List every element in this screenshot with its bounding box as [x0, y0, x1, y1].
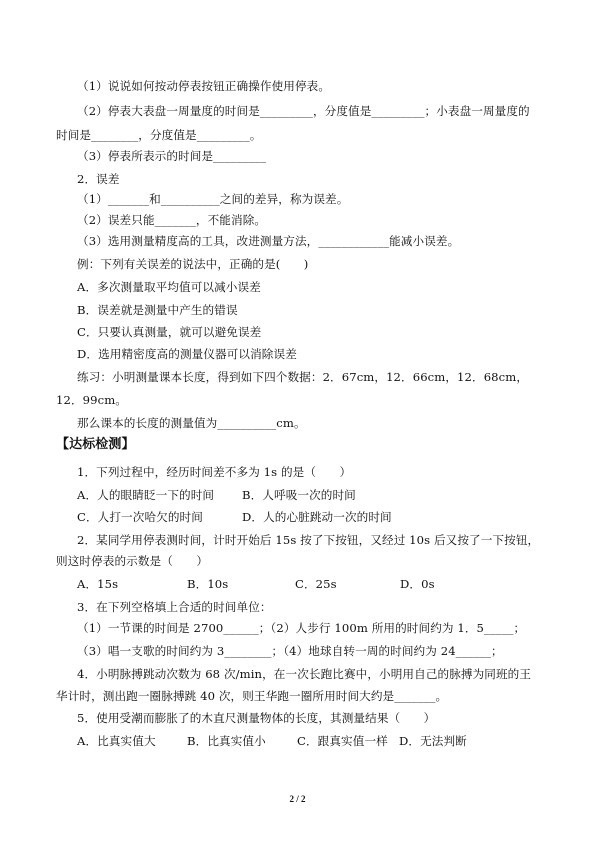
test-question-5: 5．使用受潮而膨胀了的木直尺测量物体的长度，其测量结果（ ） — [77, 711, 436, 725]
section-title: 【达标检测】 — [56, 437, 135, 452]
test-question-1: 1．下列过程中，经历时间差不多为 1s 的是（ ） — [77, 465, 352, 479]
page-number: 2 / 2 — [289, 794, 306, 804]
test-question-5-option-c: C．跟真实值一样 — [297, 734, 388, 748]
test-question-2-option-c: C．25s — [295, 577, 337, 591]
test-question-5-option-d: D．无法判断 — [399, 734, 467, 748]
error-section-title: 2．误差 — [77, 172, 120, 186]
stopwatch-question-2-line-2: 时间是________，分度值是_________。 — [56, 128, 262, 142]
practice-line-1: 练习：小明测量课本长度，得到如下四个数据：2．67cm，12．66cm，12．68cm， — [77, 370, 529, 384]
test-question-2-option-d: D．0s — [400, 577, 435, 591]
test-question-2-options — [77, 576, 435, 592]
test-question-1-option-c: C．人打一次哈欠的时间 — [77, 510, 203, 524]
example-option-b: B．误差就是测量中产生的错误 — [77, 303, 238, 317]
test-question-3-items-3-4: （3）唱一支歌的时间约为 3________；（4）地球自转一周的时间约为 24______； — [77, 644, 503, 658]
stopwatch-question-2-line-1: （2）停表大表盘一周量度的时间是_________，分度值是_________；小表盘一周量度的 — [77, 104, 530, 118]
test-question-2-line-2: 则这时停表的示数是（ ） — [56, 554, 209, 568]
test-question-2-line-1: 2．某同学用停表测时间，计时开始后 15s 按了下按钮，又经过 10s 后又按了一下按钮， — [77, 533, 540, 547]
test-question-5-option-b: B．比真实值小 — [187, 734, 266, 748]
test-question-1-option-a: A．人的眼睛眨一下的时间 — [77, 488, 215, 502]
example-option-d: D．选用精密度高的测量仪器可以消除误差 — [77, 347, 297, 361]
test-question-3-items-1-2: （1）一节课的时间是 2700______；（2）人步行 100m 所用的时间约为 1．5_____； — [77, 621, 526, 635]
test-question-1-options-row-2 — [77, 509, 392, 525]
practice-line-3: 那么课本的长度的测量值为__________cm。 — [77, 416, 306, 430]
test-question-1-option-d: D．人的心脏跳动一次的时间 — [242, 510, 392, 524]
test-question-2-option-a: A．15s — [77, 577, 119, 591]
test-question-1-option-b: B．人呼吸一次的时间 — [242, 488, 356, 502]
test-question-1-options-row-1 — [77, 487, 356, 503]
test-question-5-options — [77, 733, 467, 749]
error-item-2: （2）误差只能_______，不能消除。 — [77, 213, 267, 227]
stopwatch-question-3: （3）停表所表示的时间是_________ — [77, 149, 267, 163]
practice-line-2: 12．99cm。 — [56, 393, 127, 407]
stopwatch-question-1: （1）说说如何按动停表按钮正确操作使用停表。 — [77, 79, 331, 93]
error-item-3: （3）选用测量精度高的工具，改进测量方法，____________能减小误差。 — [77, 234, 460, 248]
error-item-1: （1）_______和__________之间的差异，称为误差。 — [77, 192, 349, 206]
example-question: 例：下列有关误差的说法中，正确的是( ) — [77, 257, 309, 271]
test-question-4-line-1: 4．小明脉搏跳动次数为 68 次/min，在一次长跑比赛中，小明用自己的脉搏为同班的王 — [77, 667, 532, 681]
example-option-c: C．只要认真测量，就可以避免误差 — [77, 325, 262, 339]
test-question-3: 3．在下列空格填上合适的时间单位： — [77, 600, 272, 614]
test-question-4-line-2: 华计时，测出跑一圈脉搏跳 40 次，则王华跑一圈所用时间大约是_______。 — [56, 689, 448, 703]
test-question-5-option-a: A．比真实值大 — [77, 734, 156, 748]
test-question-2-option-b: B．10s — [187, 577, 229, 591]
example-option-a: A．多次测量取平均值可以减小误差 — [77, 280, 261, 294]
